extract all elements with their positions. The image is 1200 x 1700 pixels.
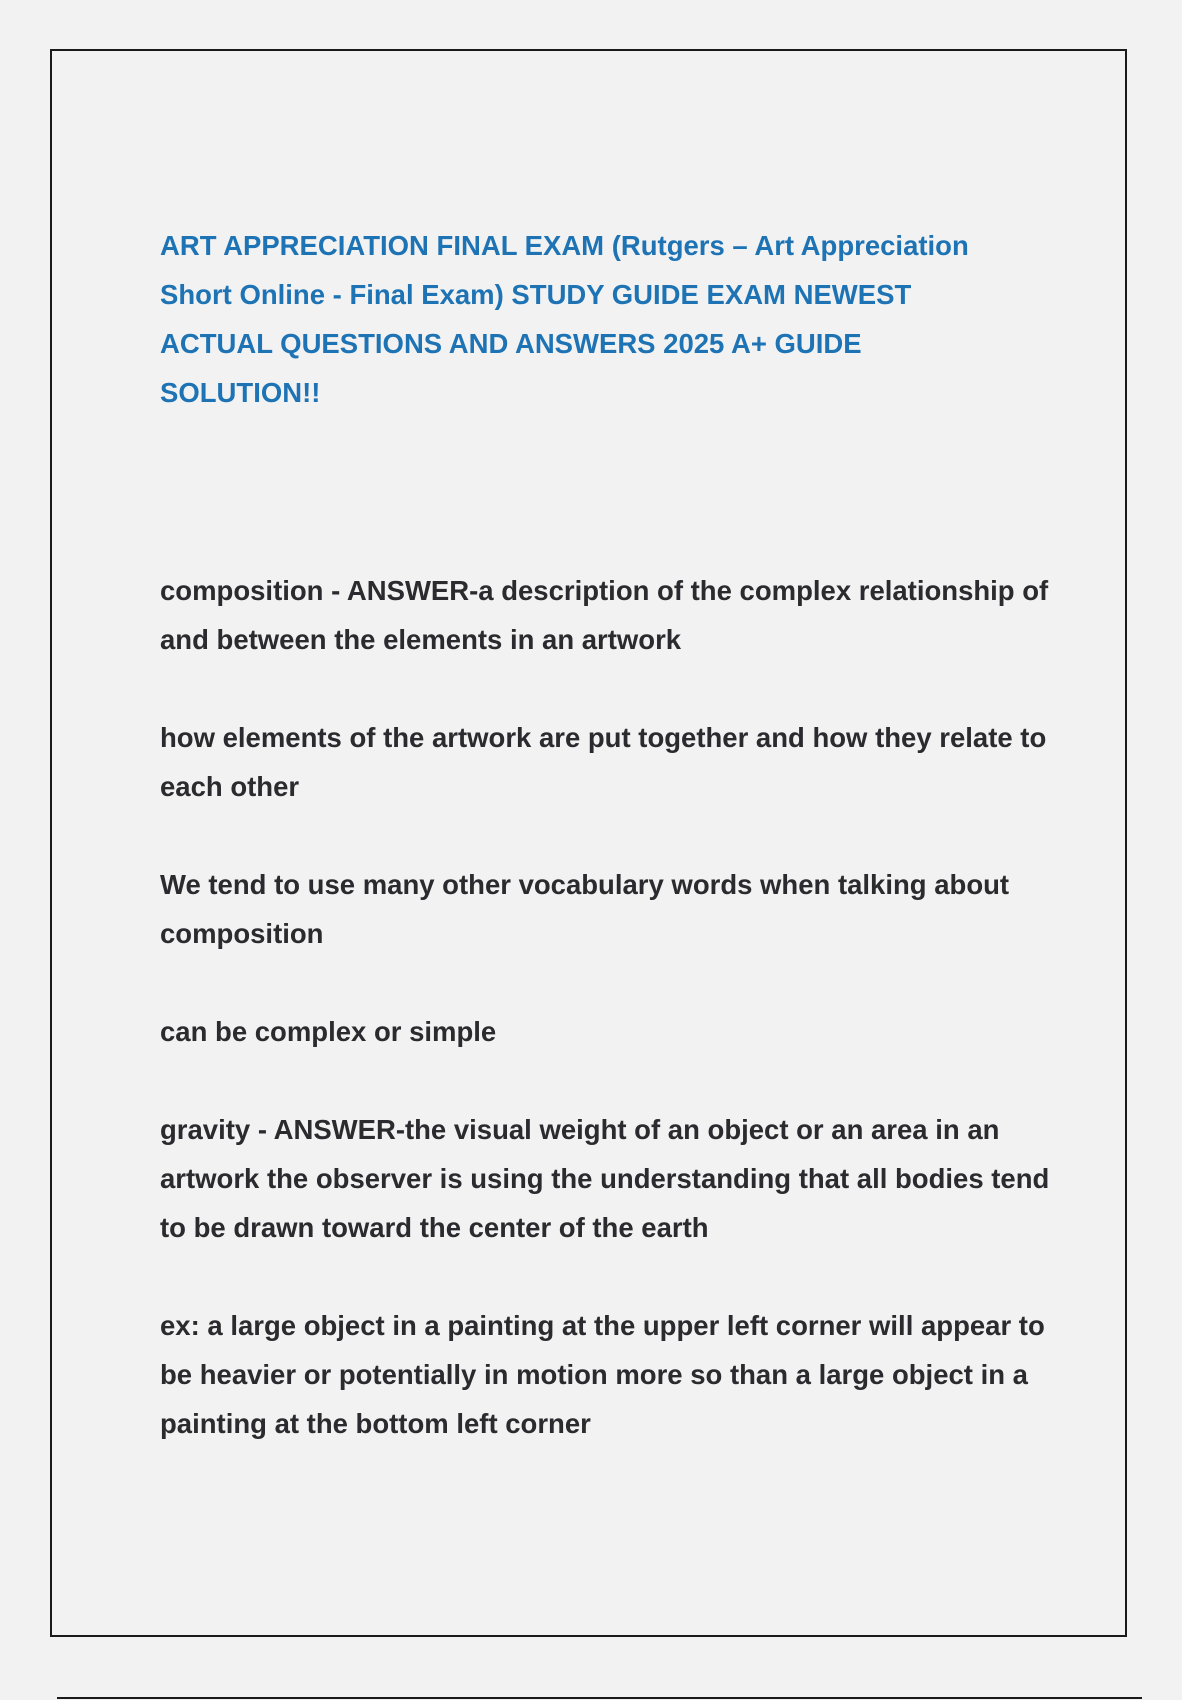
qa-paragraph: ex: a large object in a painting at the upper left corner will appear to be heavier or potentially in motion more so than a large object in a painting at the bottom left corner <box>160 1310 1045 1439</box>
document-page <box>50 49 1127 1637</box>
page-edge-strip <box>1182 0 1200 1700</box>
qa-list <box>160 566 1060 1497</box>
qa-paragraph: how elements of the artwork are put together and how they relate to each other <box>160 722 1047 802</box>
next-page-border <box>57 1697 1142 1699</box>
document-title: ART APPRECIATION FINAL EXAM (Rutgers – Art Appreciation Short Online - Final Exam) STUDY GUIDE EXAM NEWEST ACTUAL QUESTIONS AND ANSWERS 2025 A+ GUIDE SOLUTION!! <box>160 230 969 408</box>
qa-paragraph: composition - ANSWER-a description of the complex relationship of and between the elements in an artwork <box>160 575 1049 655</box>
qa-paragraph: can be complex or simple <box>160 1016 497 1047</box>
qa-paragraph: gravity - ANSWER-the visual weight of an object or an area in an artwork the observer is using the understanding that all bodies tend to be drawn toward the center of the earth <box>160 1114 1050 1243</box>
qa-paragraph: We tend to use many other vocabulary words when talking about composition <box>160 869 1010 949</box>
